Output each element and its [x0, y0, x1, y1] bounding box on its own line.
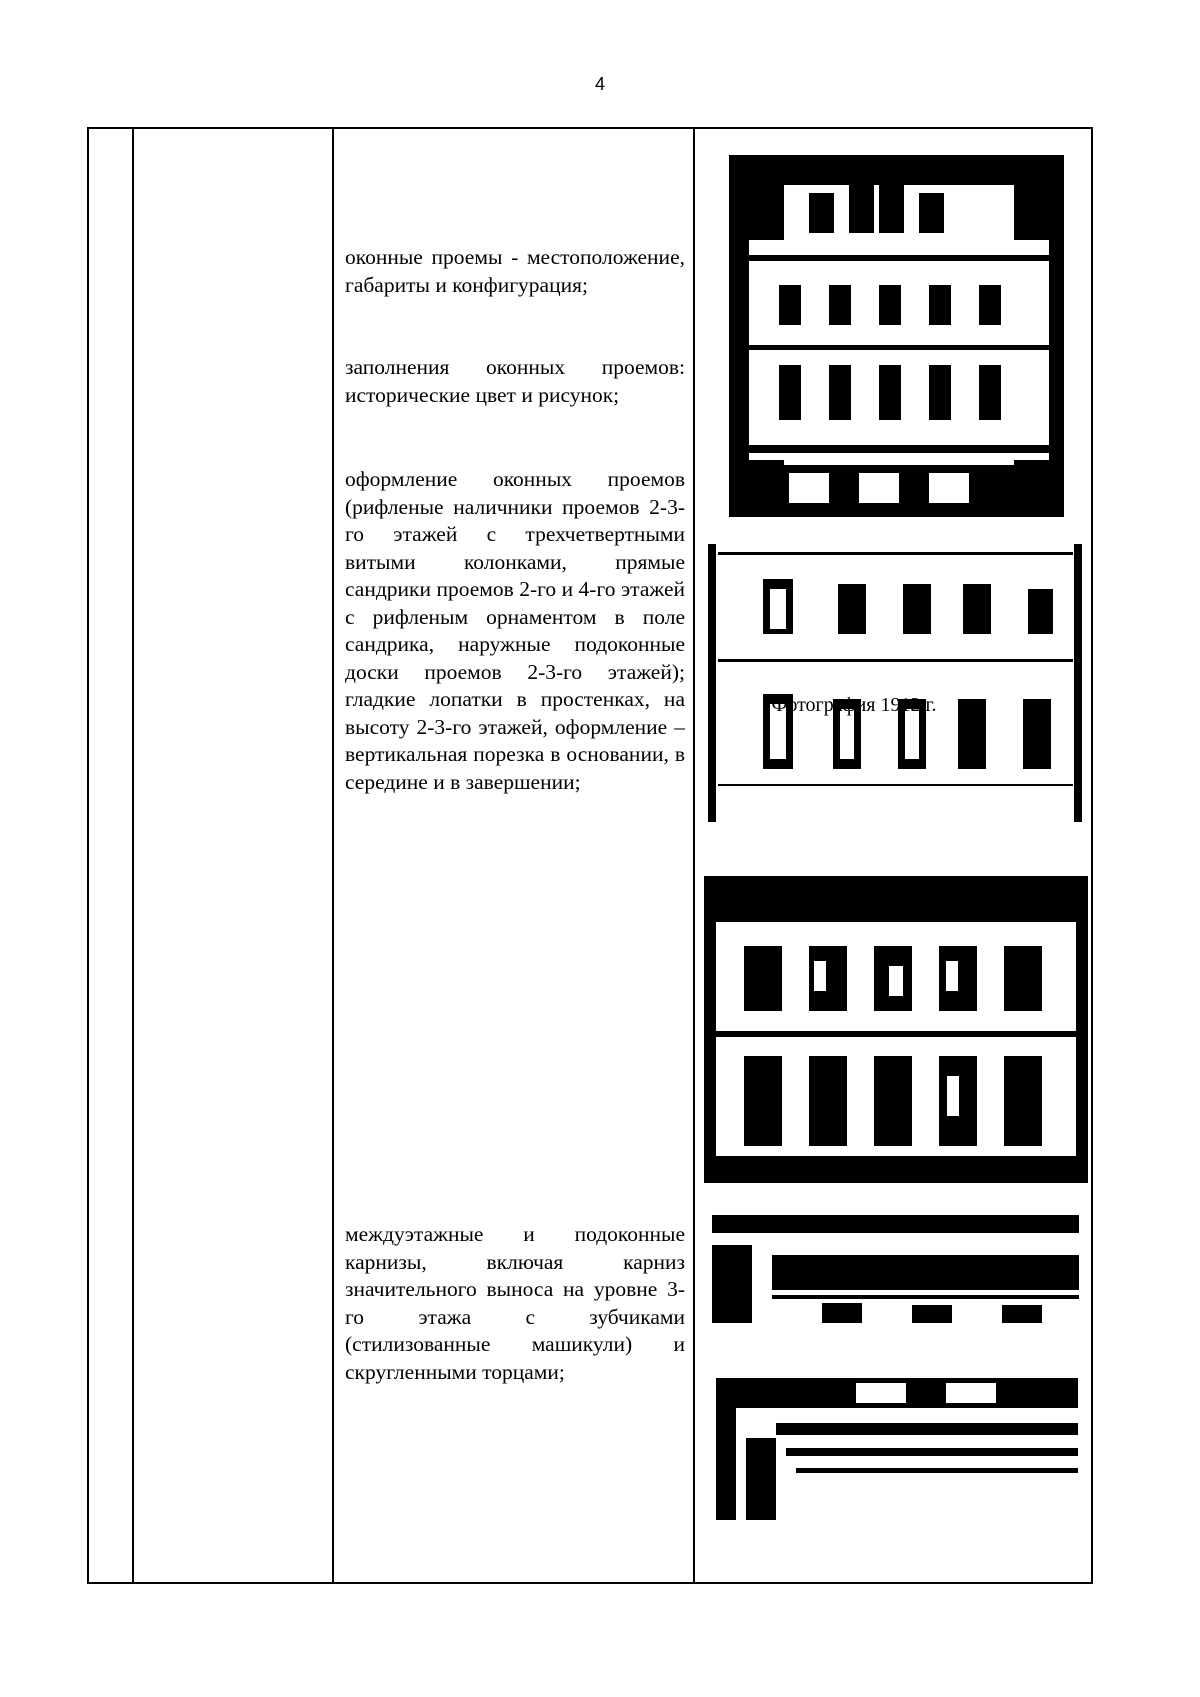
photo-caption: Фотография 1912 г.: [771, 694, 937, 716]
cornice-photo-1: [712, 1215, 1079, 1323]
column-divider-2: [332, 129, 334, 1582]
column-divider-3: [693, 129, 695, 1582]
paragraph-window-fillings: заполнения оконных проемов: исторические цвет и рисунок;: [345, 355, 685, 407]
page-number: 4: [594, 74, 605, 94]
paragraph-cornices: междуэтажные и подоконные карнизы, включая карниз значительного выноса на уровне 3-го этажа с зубчиками (стилизованные машикули) и скругленными торцами;: [345, 1222, 685, 1384]
facade-photo-closeup: [704, 876, 1088, 1183]
column-divider-1: [132, 129, 134, 1582]
cornice-photo-2: [716, 1378, 1078, 1520]
paragraph-window-openings: оконные проемы - местоположение, габариты и конфигурация;: [345, 245, 685, 297]
paragraph-window-decoration: оформление оконных проемов (рифленые наличники проемов 2-3-го этажей с трехчетвертными витыми колонками, прямые сандрики проемов 2-го и 4-го этажей с рифленым орнаментом в поле сандрика, наружные подоконные доски проемов 2-3-го этажей); гладкие лопатки в простенках, на высоту 2-3-го этажей, оформление – вертикальная порезка в основании, в середине и в завершении;: [345, 467, 685, 794]
facade-photo-modern: [729, 155, 1064, 517]
facade-photo-1912: [708, 544, 1082, 822]
